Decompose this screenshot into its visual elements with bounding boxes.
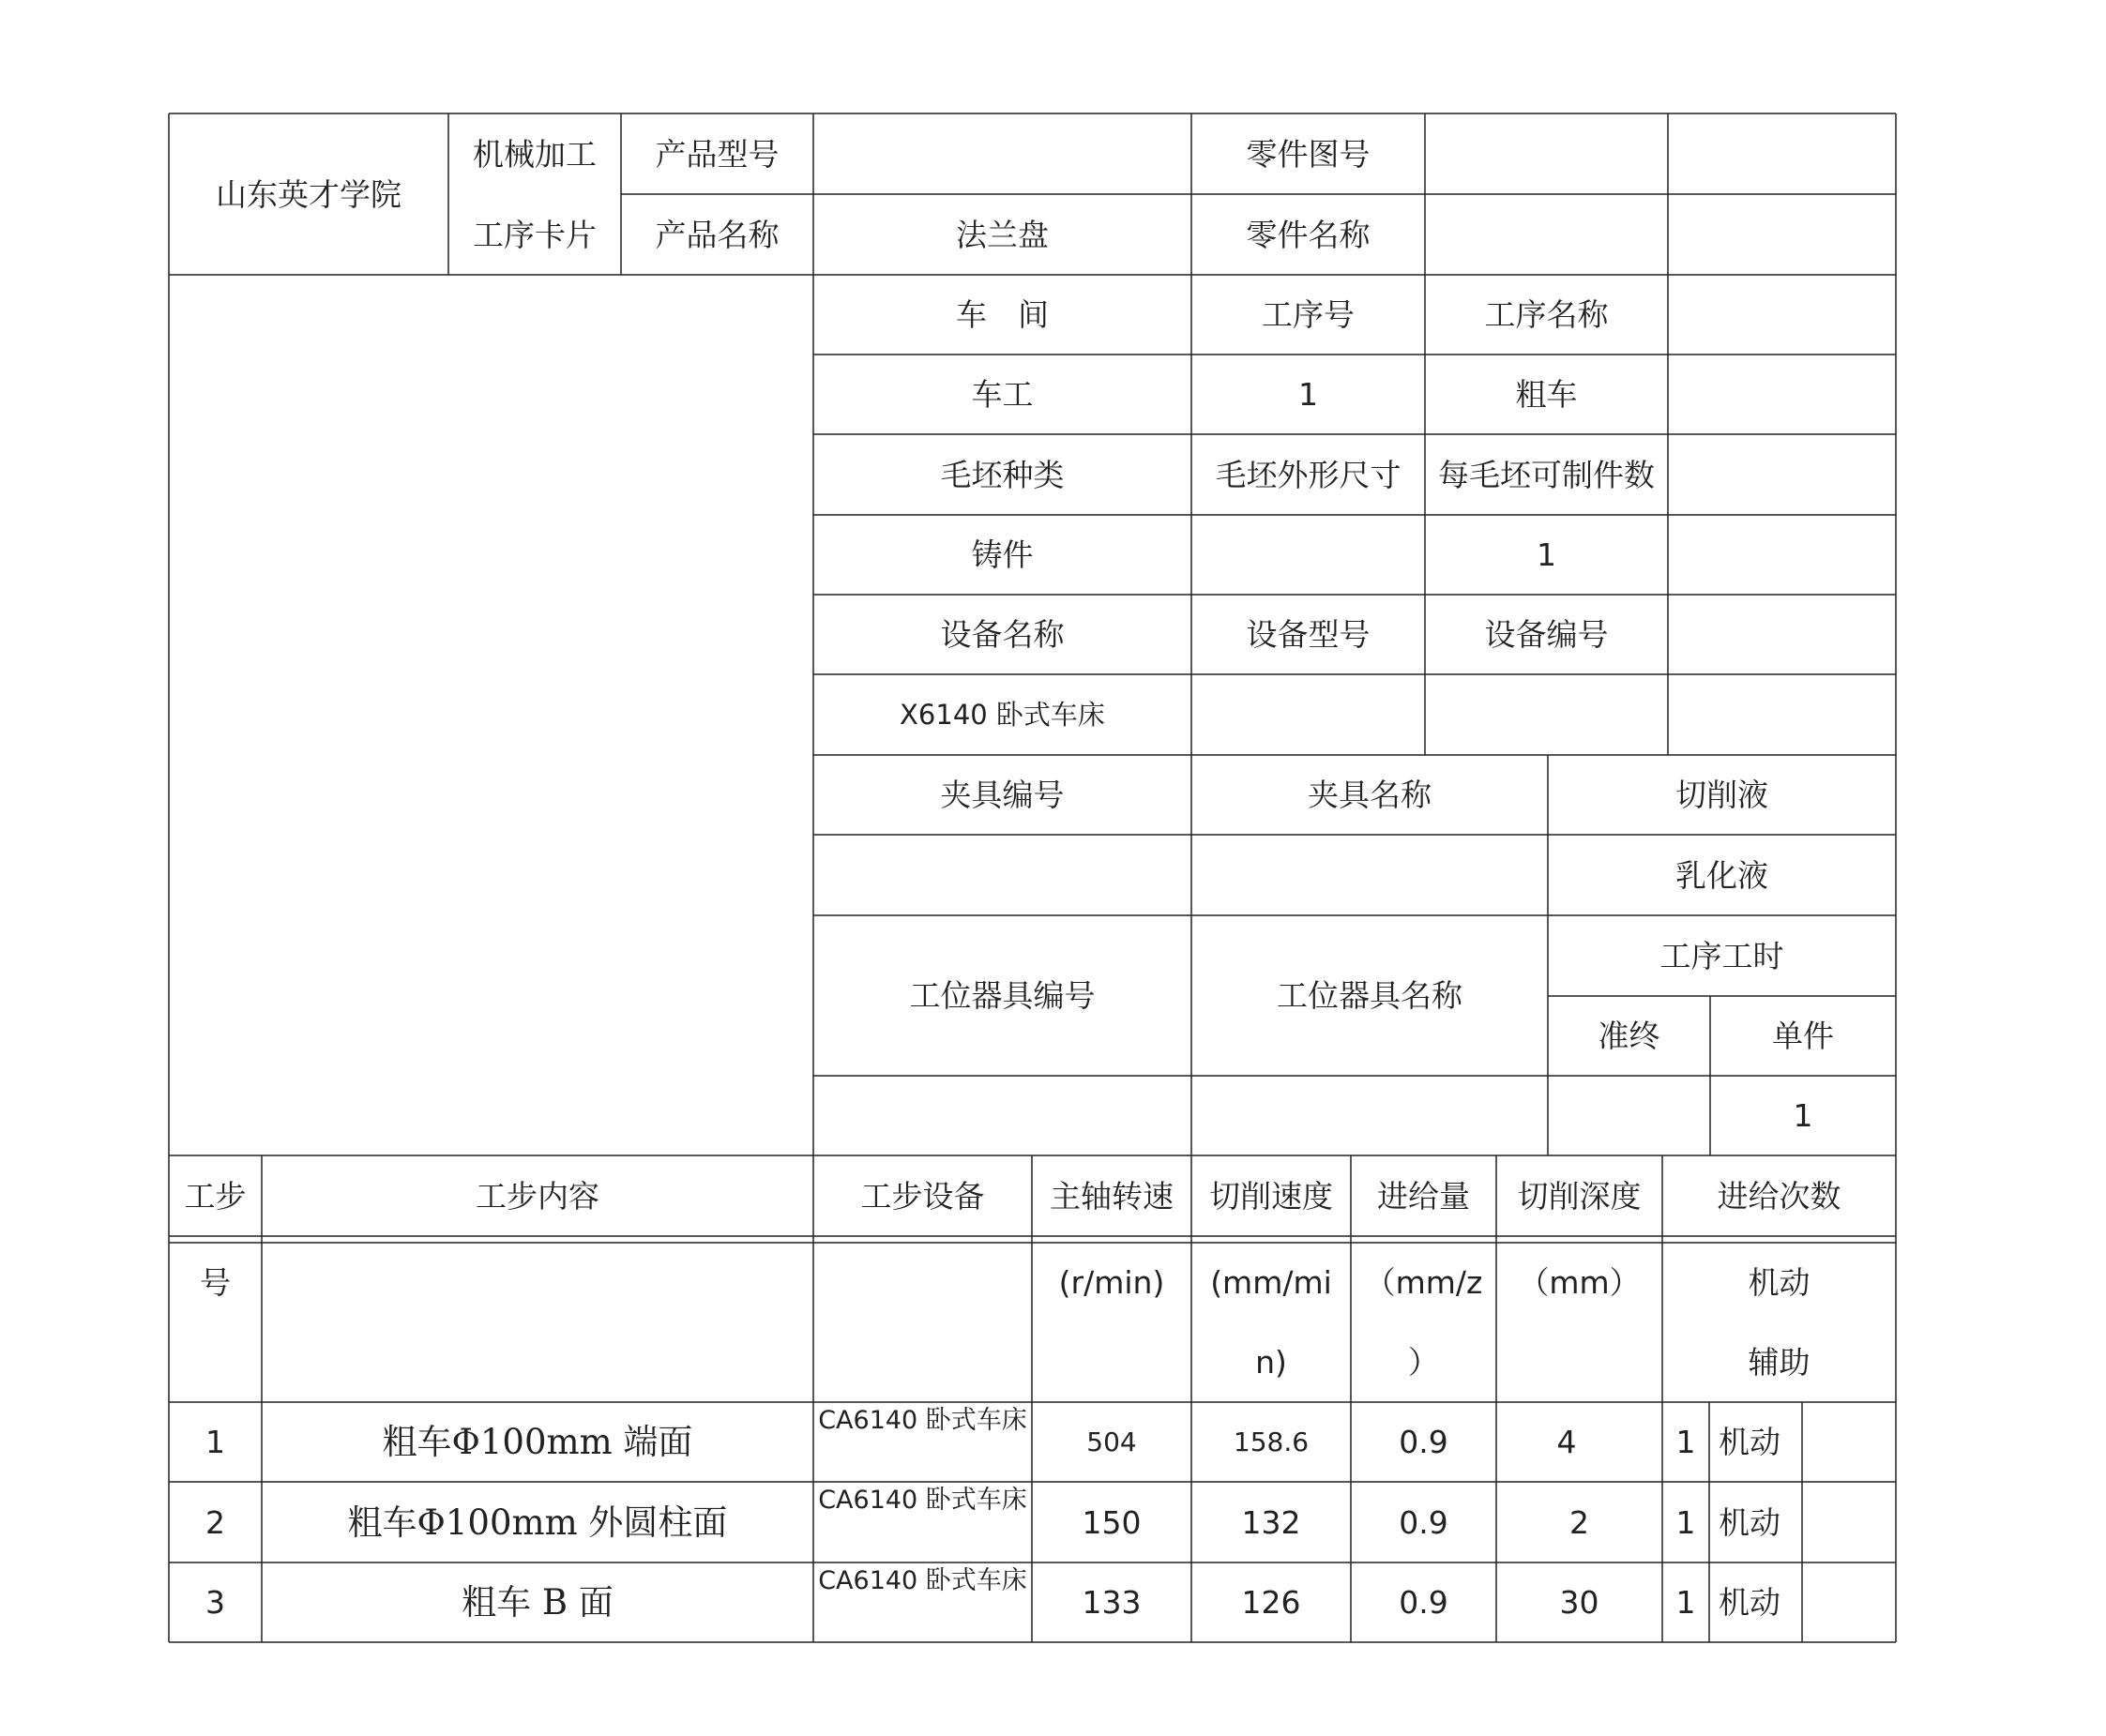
- step-equipment: CA6140 卧式车床: [818, 1486, 1027, 1515]
- step-passes: 1: [1675, 1584, 1696, 1621]
- workshop-value: 车工: [971, 376, 1034, 413]
- col-depth-header: 切削深度: [1517, 1177, 1642, 1215]
- passes-aux-label: 辅助: [1748, 1344, 1811, 1381]
- process-name-label: 工序名称: [1484, 296, 1609, 333]
- process-no-label: 工序号: [1262, 296, 1355, 333]
- step-passes: 1: [1675, 1503, 1696, 1541]
- part-name-label: 零件名称: [1246, 216, 1371, 253]
- col-feed-header: 进给量: [1377, 1177, 1470, 1215]
- product-name-value: 法兰盘: [956, 216, 1049, 253]
- col-step-header-cont: 号: [200, 1264, 231, 1301]
- step-cutting-speed: 158.6: [1233, 1426, 1310, 1457]
- unit-time-label: 单件: [1772, 1018, 1834, 1054]
- step-feed: 0.9: [1399, 1424, 1448, 1460]
- workshop-label: 车 间: [956, 296, 1049, 333]
- step-no: 1: [205, 1424, 225, 1460]
- feed-unit-1: （mm/z: [1364, 1264, 1483, 1301]
- product-name-label: 产品名称: [655, 216, 780, 253]
- product-model-label: 产品型号: [655, 135, 780, 173]
- step-mode: 机动: [1719, 1424, 1780, 1460]
- step-no: 2: [205, 1503, 225, 1541]
- col-passes-header: 进给次数: [1717, 1177, 1841, 1215]
- card-title-line1: 机械加工: [473, 135, 597, 173]
- fixture-name-label: 夹具名称: [1308, 777, 1432, 813]
- step-mode: 机动: [1719, 1503, 1780, 1541]
- equipment-name-value: X6140 卧式车床: [900, 698, 1105, 731]
- step-mode: 机动: [1719, 1584, 1780, 1621]
- coolant-value: 乳化液: [1675, 856, 1768, 894]
- school-name: 山东英才学院: [216, 175, 402, 213]
- process-name-value: 粗车: [1515, 376, 1578, 413]
- product-model-value: [813, 113, 1191, 194]
- step-spindle-speed: 150: [1082, 1503, 1142, 1541]
- passes-motor-label: 机动: [1748, 1264, 1811, 1301]
- step-no: 3: [205, 1584, 225, 1621]
- cutting-speed-unit-2: n): [1255, 1344, 1287, 1381]
- equipment-name-label: 设备名称: [940, 616, 1065, 653]
- part-name-value: [1425, 194, 1668, 275]
- unit-time-value: 1: [1793, 1097, 1813, 1134]
- process-time-label: 工序工时: [1659, 937, 1784, 974]
- col-step-header: 工步: [184, 1177, 247, 1215]
- pieces-per-blank-label: 每毛坯可制件数: [1438, 456, 1655, 493]
- feed-unit-2: ）: [1408, 1344, 1439, 1381]
- step-content: 粗车Φ100mm 外圆柱面: [347, 1502, 728, 1543]
- col-content-header: 工步内容: [476, 1177, 599, 1215]
- part-drawing-label: 零件图号: [1246, 135, 1371, 173]
- step-cutting-speed: 132: [1241, 1503, 1301, 1541]
- col-cutting-speed-header: 切削速度: [1209, 1177, 1333, 1215]
- station-tool-no-label: 工位器具编号: [909, 977, 1096, 1014]
- card-title-line2: 工序卡片: [473, 216, 597, 253]
- prep-time-label: 准终: [1598, 1018, 1660, 1054]
- step-depth: 2: [1569, 1503, 1589, 1541]
- step-passes: 1: [1675, 1424, 1696, 1460]
- blank-size-label: 毛坯外形尺寸: [1215, 456, 1401, 493]
- step-content: 粗车 B 面: [462, 1582, 614, 1623]
- blank-type-label: 毛坯种类: [940, 456, 1065, 493]
- step-depth: 4: [1556, 1424, 1577, 1460]
- part-drawing-value: [1425, 113, 1668, 194]
- step-cutting-speed: 126: [1241, 1584, 1301, 1621]
- col-spindle-speed-header: 主轴转速: [1050, 1177, 1174, 1215]
- step-equipment: CA6140 卧式车床: [818, 1566, 1027, 1595]
- process-no-value: 1: [1298, 376, 1318, 413]
- equipment-no-label: 设备编号: [1484, 616, 1609, 653]
- step-equipment: CA6140 卧式车床: [818, 1406, 1027, 1435]
- equipment-model-label: 设备型号: [1246, 616, 1371, 653]
- depth-unit: （mm）: [1518, 1264, 1641, 1301]
- col-equipment-header: 工步设备: [860, 1177, 985, 1215]
- fixture-no-label: 夹具编号: [940, 777, 1065, 813]
- station-tool-name-label: 工位器具名称: [1277, 977, 1462, 1014]
- step-depth: 30: [1559, 1584, 1599, 1621]
- cutting-speed-unit-1: (mm/mi: [1210, 1264, 1332, 1301]
- step-spindle-speed: 504: [1086, 1426, 1137, 1457]
- pieces-per-blank-value: 1: [1537, 536, 1556, 573]
- coolant-label: 切削液: [1675, 777, 1768, 813]
- step-spindle-speed: 133: [1082, 1584, 1142, 1621]
- blank-size-value: [1191, 515, 1425, 595]
- spindle-speed-unit: (r/min): [1058, 1264, 1165, 1301]
- step-feed: 0.9: [1399, 1584, 1448, 1621]
- blank-type-value: 铸件: [971, 536, 1034, 573]
- step-feed: 0.9: [1399, 1503, 1448, 1541]
- step-content: 粗车Φ100mm 端面: [382, 1422, 693, 1462]
